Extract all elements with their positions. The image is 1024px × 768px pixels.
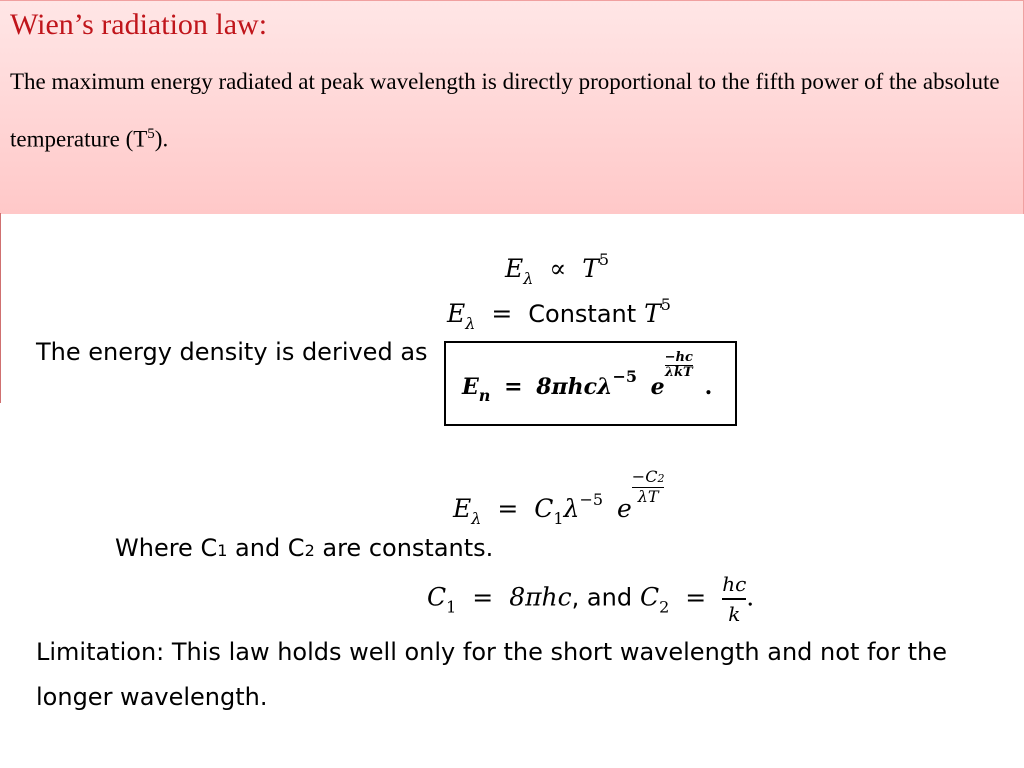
exponent-fraction: −C2 λT	[631, 467, 665, 506]
equation-energy-density: $E_n = 8\pi hc\lambda^{-5}$ e −hc λkT .	[462, 350, 713, 405]
slide-title: Wien’s radiation law:	[10, 8, 268, 41]
limitation-line-1: Limitation: This law holds well only for the short wavelength and not for the	[36, 638, 947, 666]
fraction-hc-over-k: $\frac{hc}{k}$	[722, 572, 747, 626]
limitation-line-2: longer wavelength.	[36, 683, 268, 711]
equation-proportional: $E_\lambda \propto T^5$	[505, 250, 610, 288]
exponent-fraction: −hc λkT	[664, 350, 693, 380]
constants-note: Where C1 and C2 are constants.	[115, 534, 494, 562]
equation-wien-constants: $E_\lambda = C_1\lambda^{-5}$ e −C2 λT	[453, 490, 686, 528]
left-border-line	[0, 213, 1, 403]
law-description	[10, 56, 1010, 166]
energy-density-intro: The energy density is derived as	[36, 338, 428, 366]
equation-constant-values: $C_1 = 8\pi hc$, and $C_2$ = $\frac{hc}{k}$ .	[427, 572, 755, 626]
boxed-equation	[444, 341, 737, 426]
description-text: The maximum energy radiated at peak wavelength is directly proportional to the fifth power of the absolute temperature (T	[10, 69, 1000, 152]
description-superscript: 5	[147, 126, 155, 142]
equation-constant: $E_\lambda$ = Constant $T^5$	[447, 295, 671, 333]
description-end: ).	[154, 126, 169, 152]
